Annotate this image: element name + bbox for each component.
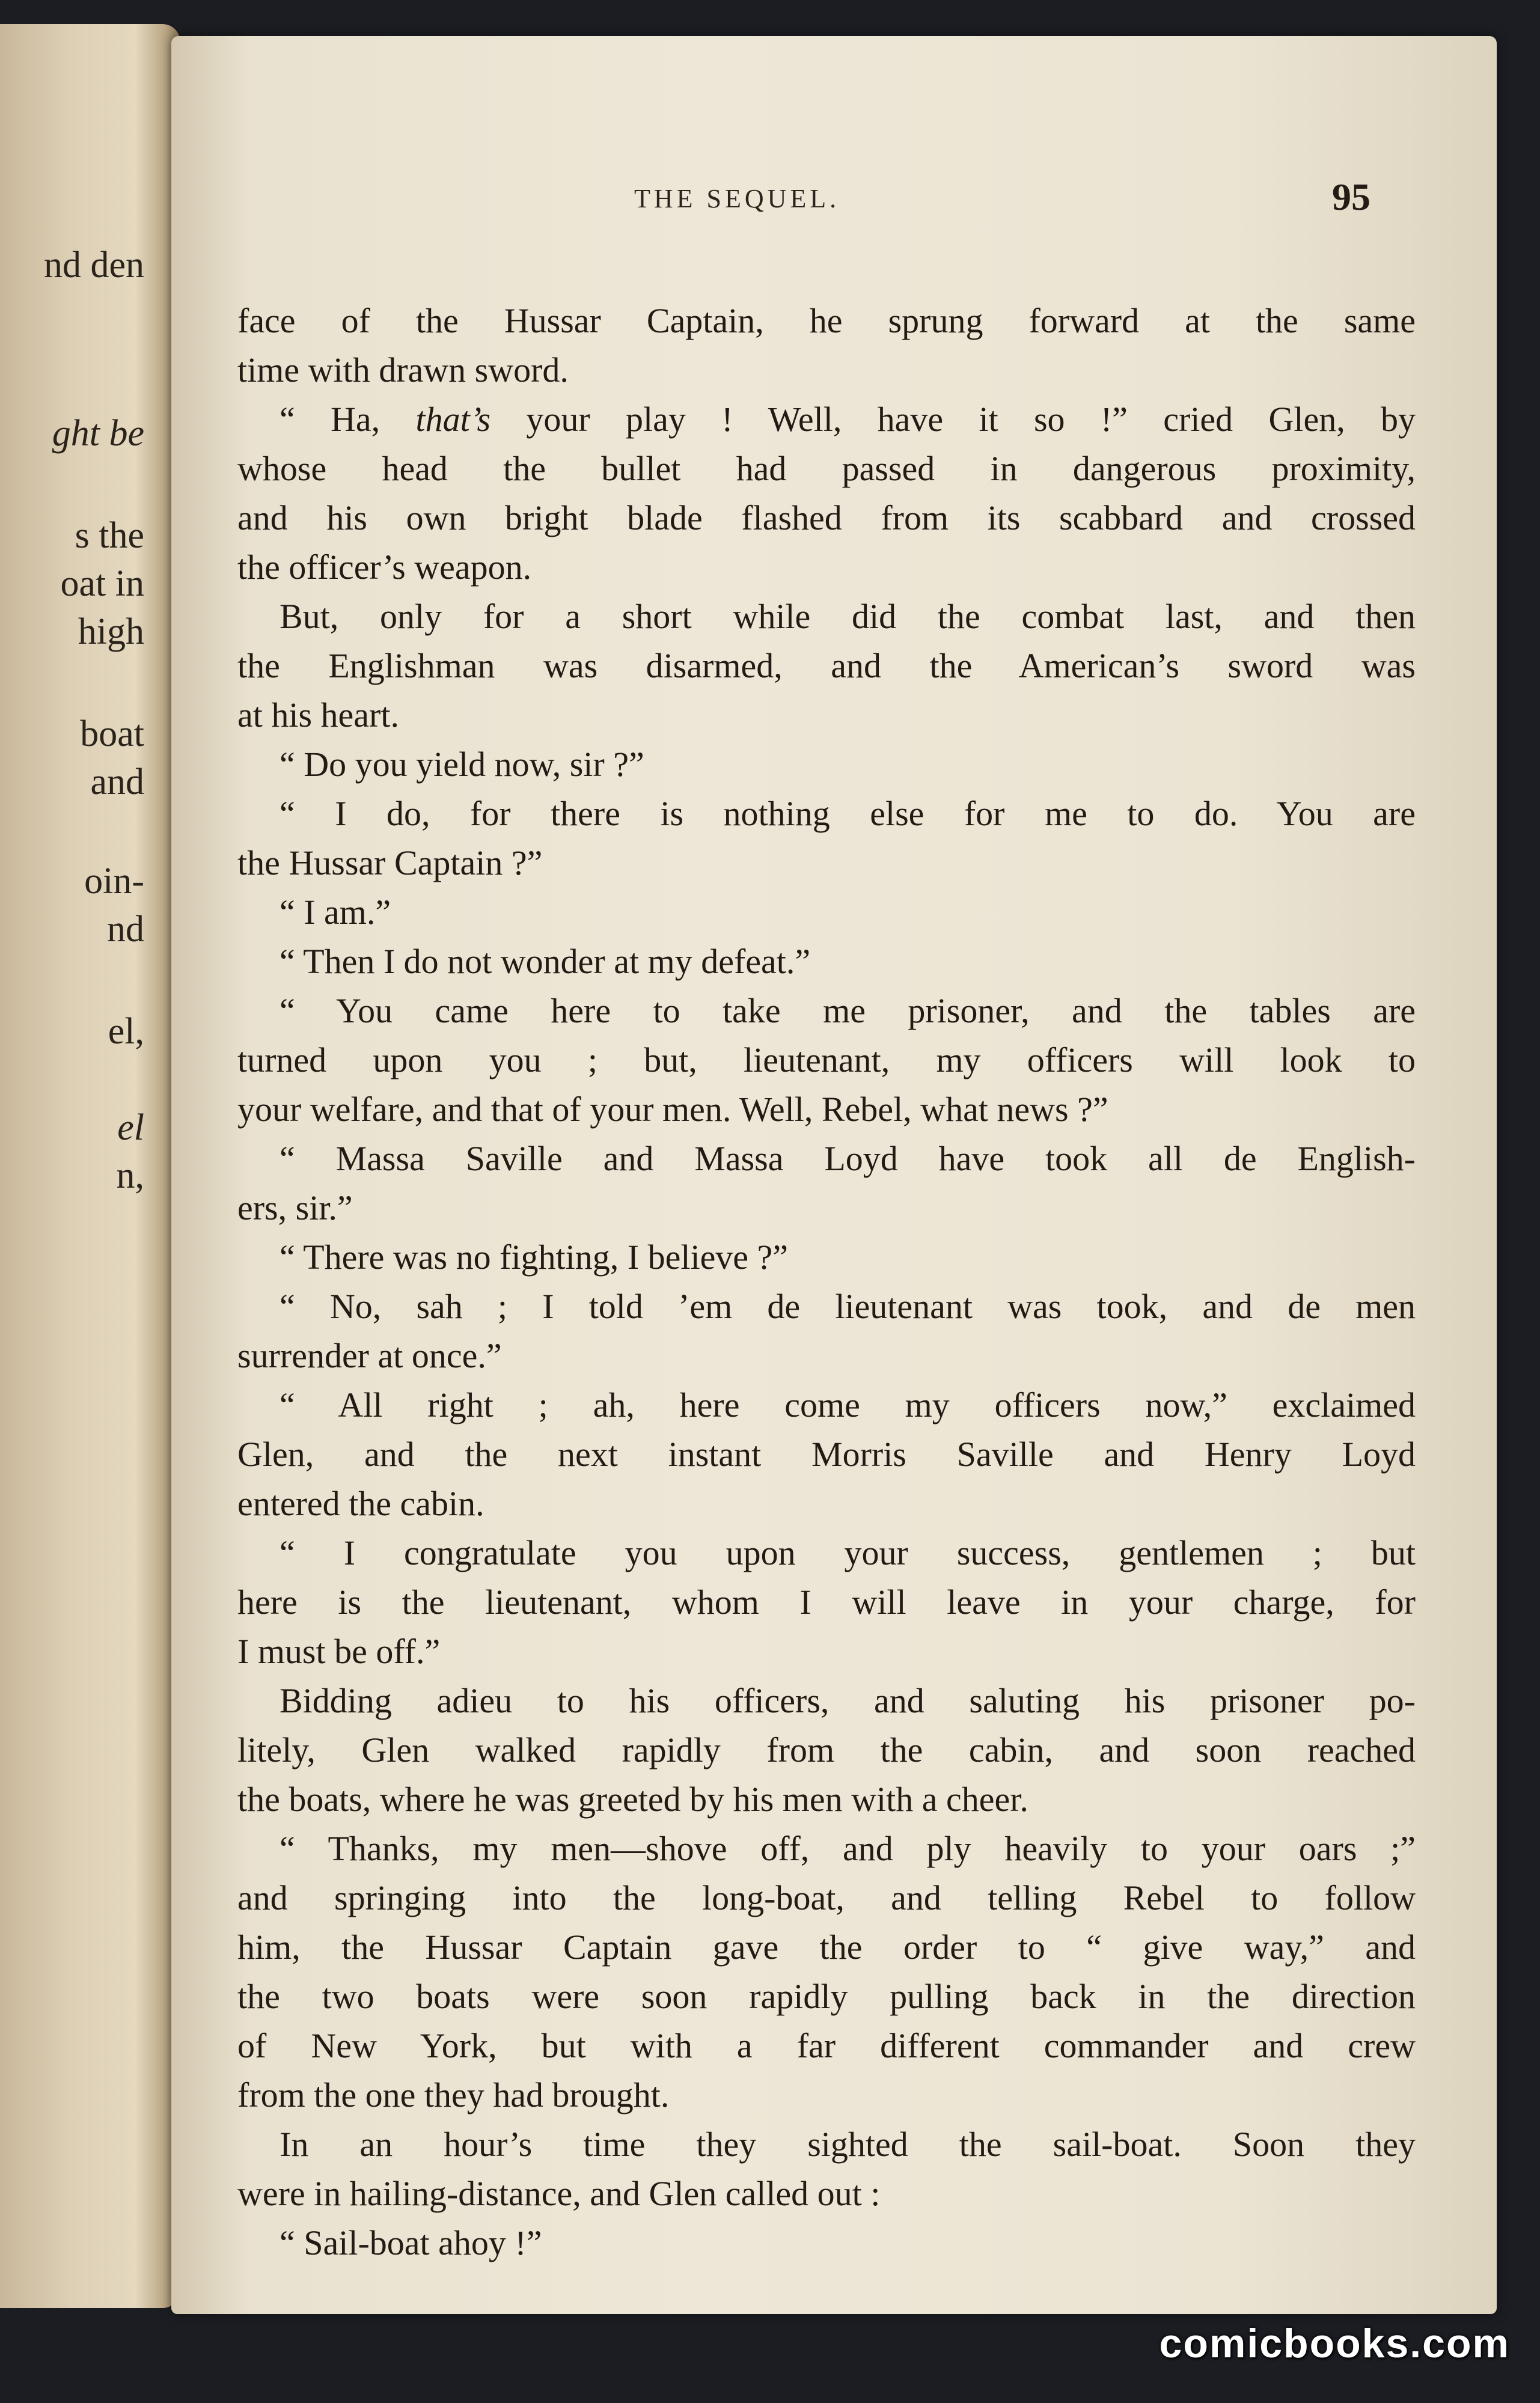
left-page-fragment: s the	[75, 515, 144, 556]
page-number: 95	[1332, 176, 1370, 218]
text-line-content: your welfare, and that of your men. Well, Rebel, what news ?”	[237, 1090, 1108, 1129]
text-line-content: the officer’s weapon.	[237, 548, 532, 587]
book-page	[171, 36, 1497, 2314]
text-line-content: turned upon you ; but, lieutenant, my officers will look to	[237, 1040, 1416, 1079]
text-line-content: litely, Glen walked rapidly from the cabin, and soon reached	[237, 1730, 1416, 1769]
text-line-content: entered the cabin.	[237, 1484, 484, 1523]
left-page-fragment: ght be	[52, 413, 144, 454]
text-line-content: In an hour’s time they sighted the sail-boat. Soon they	[280, 2125, 1416, 2164]
text-line-content: of New York, but with a far different commander and crew	[237, 2026, 1416, 2065]
watermark: comicbooks.com	[1159, 2321, 1510, 2366]
left-page-fragment: n,	[116, 1155, 144, 1196]
text-line-content: the Hussar Captain ?”	[237, 843, 543, 882]
left-page-fragment: and	[90, 762, 144, 802]
left-page-fragment: oat in	[60, 563, 144, 604]
running-title: THE SEQUEL.	[634, 184, 840, 213]
left-page-edge	[0, 24, 180, 2308]
text-line-content: the two boats were soon rapidly pulling back in the direction	[237, 1977, 1416, 2016]
left-page-fragment: el	[117, 1107, 144, 1148]
running-head	[171, 176, 1497, 231]
text-line-content: and springing into the long-boat, and telling Rebel to follow	[237, 1878, 1416, 1917]
text-line-content: “ Then I do not wonder at my defeat.”	[280, 942, 811, 981]
text-line-content: “ Sail-boat ahoy !”	[280, 2223, 542, 2262]
text-line-content: “ No, sah ; I told ’em de lieutenant was took, and de men	[280, 1287, 1416, 1326]
left-page-fragment: boat	[80, 713, 144, 754]
text-line-content: here is the lieutenant, whom I will leave in your charge, for	[237, 1583, 1416, 1622]
text-line-content: at his heart.	[237, 695, 399, 734]
text-line-content: “ You came here to take me prisoner, and the tables are	[280, 991, 1416, 1030]
text-line-content: Bidding adieu to his officers, and saluting his prisoner po-	[280, 1681, 1416, 1720]
text-line-content: time with drawn sword.	[237, 350, 569, 389]
text-line-content: “ I do, for there is nothing else for me to do. You are	[280, 794, 1416, 833]
text-line-content: “ Do you yield now, sir ?”	[280, 745, 644, 784]
text-line-content: “ I am.”	[280, 893, 391, 932]
text-line-content: the boats, where he was greeted by his men with a cheer.	[237, 1780, 1028, 1819]
text-line-content: ers, sir.”	[237, 1188, 353, 1227]
text-line-content: him, the Hussar Captain gave the order to “ give way,” and	[237, 1928, 1416, 1967]
text-line-content: “ Massa Saville and Massa Loyd have took all de English-	[280, 1139, 1416, 1178]
text-line-content: and his own bright blade flashed from its scabbard and crossed	[237, 498, 1416, 537]
text-line-content: But, only for a short while did the combat last, and then	[280, 597, 1416, 636]
text-line-content: from the one they had brought.	[237, 2075, 670, 2114]
left-page-fragment: high	[78, 611, 144, 652]
text-line-content: “ I congratulate you upon your success, gentlemen ; but	[280, 1533, 1416, 1572]
text-line-content: “ Ha, that’s your play ! Well, have it so !” cried Glen, by	[280, 400, 1416, 439]
left-page-fragment: nd	[107, 909, 144, 950]
text-line-content: “ Thanks, my men—shove off, and ply heavily to your oars ;”	[280, 1829, 1416, 1868]
left-page-fragment: el,	[108, 1011, 144, 1052]
text-line-content: Glen, and the next instant Morris Saville and Henry Loyd	[237, 1435, 1416, 1474]
left-page-fragment: oin-	[84, 861, 144, 902]
text-line-content: “ All right ; ah, here come my officers now,” exclaimed	[280, 1385, 1416, 1424]
text-line-content: “ There was no fighting, I believe ?”	[280, 1238, 789, 1277]
text-line-content: were in hailing-distance, and Glen called out :	[237, 2174, 881, 2213]
text-line-content: surrender at once.”	[237, 1336, 502, 1375]
left-page-fragment: nd den	[43, 245, 144, 285]
text-line-content: the Englishman was disarmed, and the American’s sword was	[237, 646, 1416, 685]
text-line-content: I must be off.”	[237, 1632, 441, 1671]
text-line-content: whose head the bullet had passed in dangerous proximity,	[237, 449, 1416, 488]
text-line-content: face of the Hussar Captain, he sprung forward at the same	[237, 301, 1416, 340]
